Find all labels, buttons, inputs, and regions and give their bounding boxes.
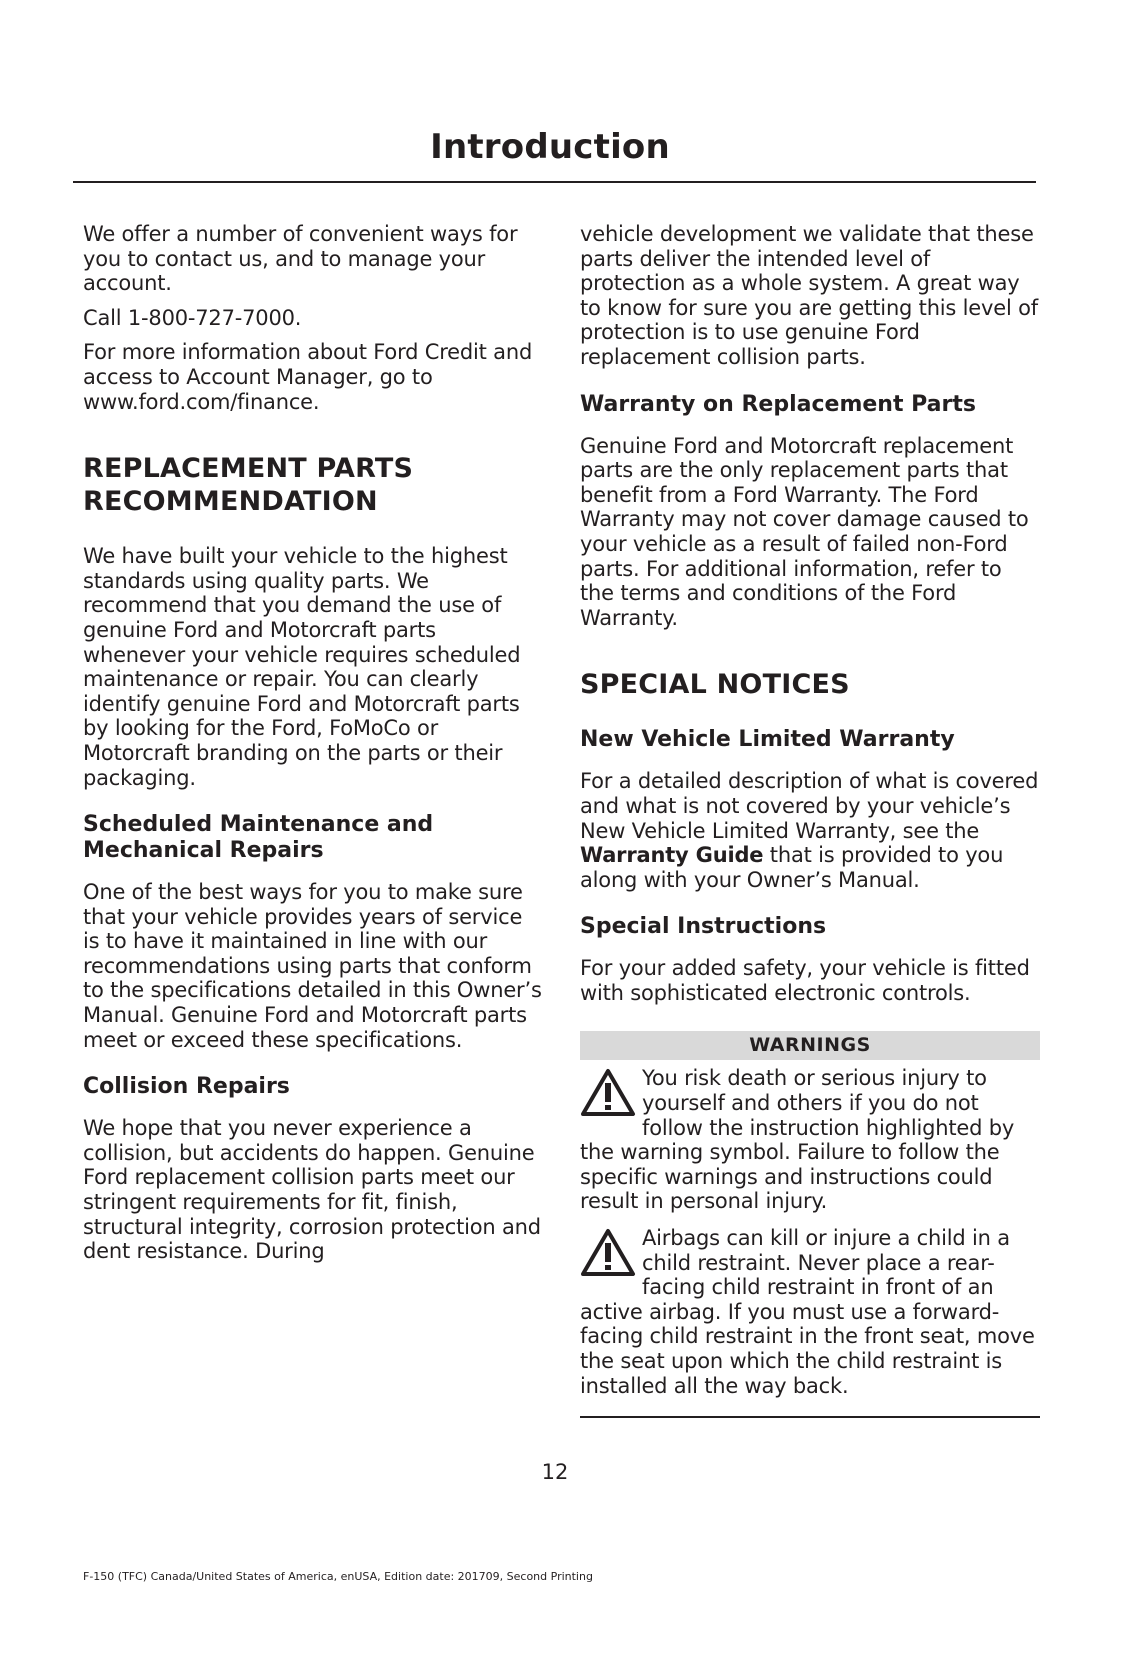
special-instructions-paragraph: For your added safety, your vehicle is fitted with sophisticated electronic controls.	[580, 956, 1030, 1005]
warning-text: Airbags can kill or injure a child in a child restraint. Never place a rear-facing child restraint in front of an active airbag. If you must use a forward-facing child restraint in the front seat, move the seat upon which the child restraint is installed all the way back.	[580, 1226, 1035, 1398]
maintenance-paragraph: One of the best ways for you to make sure that your vehicle provides years of service is to have it maintained in line with our recommendations using parts that conform to the specifications detailed in this Owner’s Manual. Genuine Ford and Motorcraft parts meet or exceed these specifications.	[83, 880, 542, 1052]
replacement-parts-paragraph: We have built your vehicle to the highest standards using quality parts. We recommend that you demand the use of genuine Ford and Motorcraft parts whenever your vehicle requires scheduled maintenance or repair. You can clearly identify genuine Ford and Motorcraft parts by looking for the Ford, FoMoCo or Motorcraft branding on the parts or their packaging.	[83, 544, 521, 790]
phone-paragraph: Call 1-800-727-7000.	[83, 305, 302, 330]
warnings-box	[580, 1031, 1040, 1418]
warranty-replacement-paragraph: Genuine Ford and Motorcraft replacement parts are the only replacement parts that benefit from a Ford Warranty. The Ford Warranty may not cover damage caused to your vehicle as a result of failed non-Ford parts. For additional information, refer to the terms and conditions of the Ford Warranty.	[580, 433, 1029, 630]
nvlw-text-before: For a detailed description of what is covered and what is not covered by your vehicle’s New Vehicle Limited Warranty, see the	[580, 769, 1039, 843]
warning-text: You risk death or serious injury to yourself and others if you do not follow the instruction highlighted by the warning symbol. Failure to follow the specific warnings and instructions could result in personal injury.	[580, 1066, 1015, 1214]
finance-paragraph: For more information about Ford Credit and access to Account Manager, go to www.ford.com/finance.	[83, 340, 533, 414]
nvlw-heading: New Vehicle Limited Warranty	[580, 727, 955, 753]
collision-paragraph: We hope that you never experience a collision, but accidents do happen. Genuine Ford replacement collision parts meet our stringent requirements for fit, finish, structural integrity, corrosion protection and dent resistance. During	[83, 1116, 541, 1264]
header-divider	[73, 181, 1036, 183]
warranty-guide-label: Warranty Guide	[580, 843, 764, 868]
page-title: Introduction	[430, 127, 670, 167]
warning-item	[580, 1066, 1040, 1214]
intro-paragraph: We offer a number of convenient ways for you to contact us, and to manage your account.	[83, 222, 518, 296]
replacement-parts-heading: REPLACEMENT PARTS RECOMMENDATION	[83, 453, 414, 518]
special-notices-heading: SPECIAL NOTICES	[580, 669, 850, 701]
nvlw-paragraph	[580, 769, 1040, 892]
left-column	[83, 222, 543, 1274]
warranty-replacement-heading: Warranty on Replacement Parts	[580, 391, 976, 417]
maintenance-heading: Scheduled Maintenance and Mechanical Repairs	[83, 812, 434, 864]
page-number: 12	[541, 1460, 569, 1484]
collision-continued-paragraph: vehicle development we validate that these parts deliver the intended level of protection as a whole system. A great way to know for sure you are getting this level of protection is to use genuine Ford replacement collision parts.	[580, 222, 1038, 369]
special-instructions-heading: Special Instructions	[580, 914, 827, 940]
collision-heading: Collision Repairs	[83, 1074, 290, 1100]
warnings-header: WARNINGS	[580, 1031, 1040, 1060]
warning-triangle-icon	[580, 1228, 636, 1278]
warning-item	[580, 1226, 1040, 1398]
warning-triangle-icon	[580, 1068, 636, 1118]
edition-footer: F-150 (TFC) Canada/United States of America, enUSA, Edition date: 201709, Second Printing	[83, 1570, 593, 1583]
nvlw-text-after: that is provided to you along with your Owner’s Manual.	[580, 843, 1004, 892]
right-column	[580, 222, 1040, 1418]
